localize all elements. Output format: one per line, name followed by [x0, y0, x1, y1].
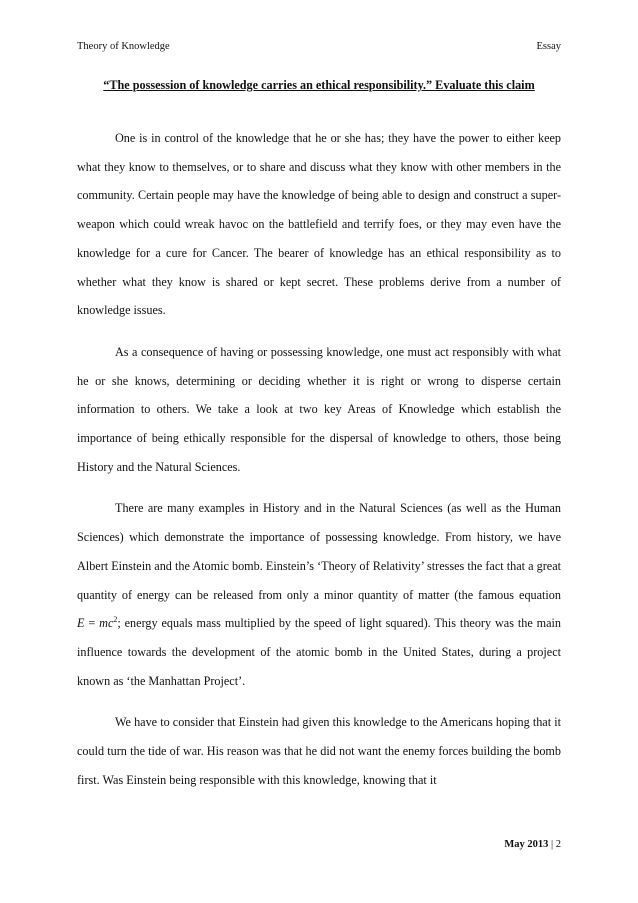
paragraph-2: As a consequence of having or possessing knowledge, one must act responsibly with what he or she knows, determining or deciding whether it is right or wrong to disperse certain information to others. We take a look at two key Areas of Knowledge which establish the importance of being ethically responsible for the dispersal of knowledge to others, those being History and the Natural Sciences. [77, 344, 561, 474]
equation [77, 616, 117, 630]
equation-lhs: E [77, 616, 85, 631]
footer-date: May 2013 [504, 839, 549, 850]
page-footer [504, 838, 561, 852]
essay-title: “The possession of knowledge carries an ethical responsibility.” Evaluate this claim [103, 78, 535, 92]
essay-body [77, 124, 561, 794]
footer-separator: | [548, 839, 556, 850]
page-header [77, 40, 561, 54]
header-course: Theory of Knowledge [77, 41, 170, 52]
paragraph-3-text-before: There are many examples in History and in the Natural Sciences (as well as the Human Sciences) which demonstrate the importance of possessing knowledge. From history, we have Albert Einstein and the Atomic bomb. Einstein’s ‘Theory of Relativity’ stresses the fact that a great quantity of energy can be released from only a minor quantity of matter (the famous equation [77, 501, 561, 602]
paragraph-1: One is in control of the knowledge that he or she has; they have the power to either keep what they know to themselves, or to share and discuss what they know with other members in the community. Certain people may have the knowledge of being able to design and construct a super-weapon which could wreak havoc on the battlefield and terrify foes, or they may even have the knowledge for a cure for Cancer. The bearer of knowledge has an ethical responsibility as to whether what they know is shared or kept secret. These problems derive from a number of knowledge issues. [77, 131, 561, 318]
paragraph-3-text-after: ; energy equals mass multiplied by the speed of light squared). This theory was the main influence towards the development of the atomic bomb in the United States, during a project known as ‘the Manhattan Project’. [77, 616, 561, 688]
equation-exponent: 2 [113, 615, 118, 625]
header-type: Essay [536, 41, 561, 52]
equation-operator: = [84, 616, 100, 631]
equation-rhs: mc [99, 616, 114, 631]
page-number: 2 [555, 839, 561, 850]
paragraph-4: We have to consider that Einstein had given this knowledge to the Americans hoping that it could turn the tide of war. His reason was that he did not want the enemy forces building the bomb first. Was Einstein being responsible with this knowledge, knowing that it [77, 715, 561, 787]
paragraph-3 [77, 494, 561, 695]
